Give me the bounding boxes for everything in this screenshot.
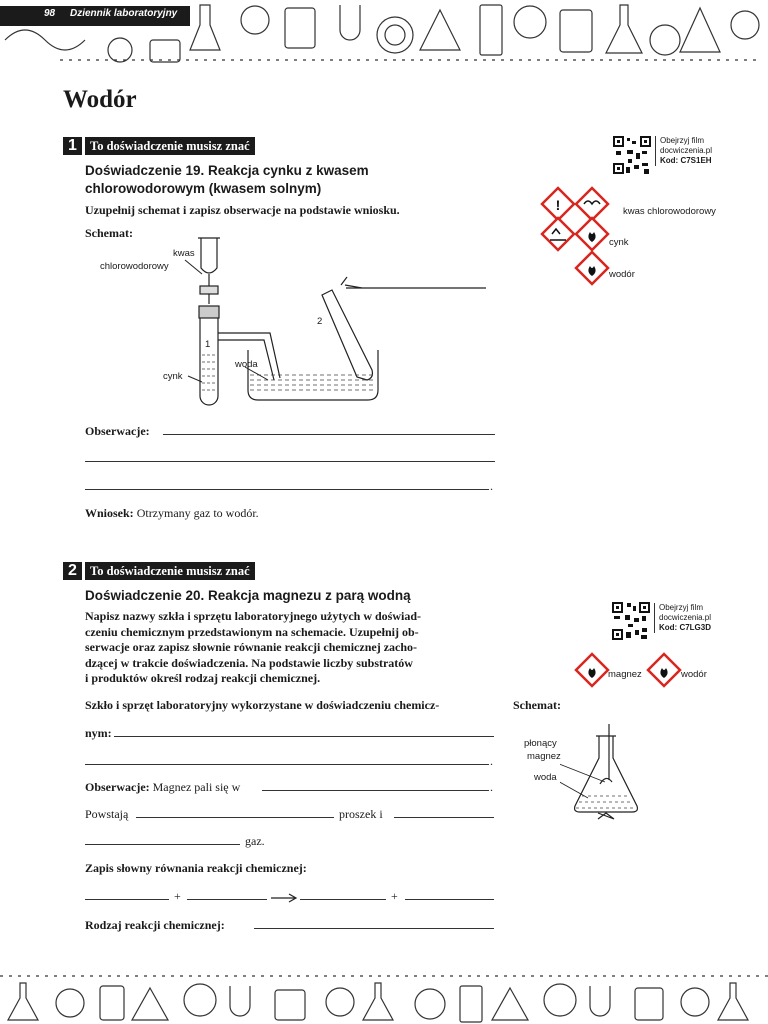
qr1-code: Kod: C7S1EH bbox=[660, 156, 712, 165]
label-water-2: woda bbox=[534, 772, 557, 783]
label-acid-line2: chlorowodorowy bbox=[100, 261, 169, 272]
observation-end-dot-1: . bbox=[490, 479, 493, 493]
equation-plus-1: + bbox=[174, 889, 181, 903]
schema-label-2: Schemat: bbox=[513, 698, 561, 712]
qr2-line2: docwiczenia.pl bbox=[659, 613, 712, 622]
equipment-line-a[interactable] bbox=[114, 736, 494, 737]
instruction-2-line2: czeniu chemicznym przedstawionym na schemacie. Uzupełnij ob- bbox=[85, 624, 419, 639]
page-number: 98 bbox=[44, 8, 56, 19]
label-zinc: cynk bbox=[163, 371, 183, 382]
experiment-title-19-line1: Doświadczenie 19. Reakcja cynku z kwasem bbox=[85, 163, 369, 178]
instruction-2-line5: i produktów określ rodzaj reakcji chemicznej. bbox=[85, 671, 321, 685]
powder-text: proszek i bbox=[339, 807, 383, 821]
qr1-line2: docwiczenia.pl bbox=[660, 146, 713, 155]
equation-product-1[interactable] bbox=[300, 899, 386, 900]
instruction-2-line4: dzącej w trakcie doświadczenia. Na podstawie liczby substratów bbox=[85, 655, 413, 670]
instruction-2-line1: Napisz nazwy szkła i sprzętu laboratoryjnego użytych w doświad- bbox=[85, 609, 421, 623]
reaction-type-line[interactable] bbox=[254, 928, 494, 929]
instruction-1: Uzupełnij schemat i zapisz obserwacje na podstawie wniosku. bbox=[85, 203, 400, 217]
experiment-title-19 bbox=[85, 162, 369, 198]
section-tag-2: To doświadczenie musisz znać bbox=[85, 562, 255, 580]
section-number-1: 1 bbox=[63, 137, 82, 155]
section-tag-1: To doświadczenie musisz znać bbox=[85, 137, 255, 155]
label-burning-line1: płonący bbox=[524, 738, 557, 749]
observation-line-1b[interactable] bbox=[85, 461, 495, 462]
equipment-label-line2: nym: bbox=[85, 726, 112, 740]
hazard-pictograms-1 bbox=[540, 186, 620, 286]
label-acid-line1: kwas bbox=[173, 248, 195, 259]
qr1-line1: Obejrzyj film bbox=[660, 136, 705, 145]
hazard-label-zinc: cynk bbox=[609, 237, 629, 248]
equation-label: Zapis słowny równania reakcji chemicznej: bbox=[85, 861, 307, 875]
observation-line-2a[interactable] bbox=[262, 790, 489, 791]
label-num-2: 2 bbox=[317, 316, 323, 327]
equation-product-2[interactable] bbox=[405, 899, 494, 900]
label-num-1: 1 bbox=[205, 339, 211, 350]
qr-code-1[interactable] bbox=[612, 135, 652, 175]
qr-text-2 bbox=[654, 603, 711, 633]
conclusion-text: Otrzymany gaz to wodór. bbox=[136, 506, 259, 520]
qr-code-2[interactable] bbox=[611, 601, 651, 641]
label-water: woda bbox=[235, 359, 258, 370]
equation-substrate-2[interactable] bbox=[187, 899, 267, 900]
qr2-line1: Obejrzyj film bbox=[659, 603, 704, 612]
qr-text-1 bbox=[655, 136, 712, 166]
instruction-2 bbox=[85, 609, 495, 687]
equipment-label-line1: Szkło i sprzęt laboratoryjny wykorzystane w doświadczeniu chemicz- bbox=[85, 698, 440, 712]
reaction-arrow-icon bbox=[270, 892, 298, 904]
observations-2 bbox=[85, 780, 240, 795]
equipment-line-b[interactable] bbox=[85, 764, 489, 765]
decorative-footer-band bbox=[0, 968, 768, 1024]
diagram-zinc-acid bbox=[150, 230, 500, 410]
label-burning-line2: magnez bbox=[527, 751, 561, 762]
observations-label-2: Obserwacje: bbox=[85, 780, 150, 794]
lab-doodle-pattern-bottom bbox=[0, 968, 768, 1024]
observation-line-1c[interactable] bbox=[85, 489, 489, 490]
hazard-label-hydrogen-2: wodór bbox=[681, 669, 707, 680]
instruction-2-line3: serwacje oraz zapisz słownie równanie reakcji chemicznej zacho- bbox=[85, 640, 418, 654]
equation-plus-2: + bbox=[391, 889, 398, 903]
qr2-code: Kod: C7LG3D bbox=[659, 623, 711, 632]
svg-text:!: ! bbox=[555, 197, 561, 213]
arise-text: Powstają bbox=[85, 807, 129, 821]
reaction-type-label: Rodzaj reakcji chemicznej: bbox=[85, 918, 225, 932]
header-title: Dziennik laboratoryjny bbox=[70, 8, 178, 19]
conclusion-1 bbox=[85, 506, 259, 521]
observations-label-1: Obserwacje: bbox=[85, 424, 150, 438]
gas-text: gaz. bbox=[245, 834, 265, 848]
hazard-label-acid: kwas chlorowodorowy bbox=[623, 206, 716, 217]
equipment-end-dot: . bbox=[490, 754, 493, 768]
page-title: Wodór bbox=[63, 86, 137, 113]
experiment-title-19-line2: chlorowodorowym (kwasem solnym) bbox=[85, 181, 322, 196]
schema-label-1: Schemat: bbox=[85, 226, 133, 240]
observation-end-dot-2: . bbox=[490, 780, 493, 794]
products-line-a[interactable] bbox=[136, 817, 334, 818]
decorative-header-band bbox=[0, 0, 768, 70]
hazard-label-magnesium: magnez bbox=[608, 669, 642, 680]
observation-line-1a[interactable] bbox=[163, 434, 495, 435]
products-line-c[interactable] bbox=[85, 844, 240, 845]
equation-substrate-1[interactable] bbox=[85, 899, 169, 900]
conclusion-label: Wniosek: bbox=[85, 506, 134, 520]
section-number-2: 2 bbox=[63, 562, 82, 580]
observations-text-2: Magnez pali się w bbox=[152, 780, 241, 794]
diagram-magnesium-steam bbox=[560, 718, 650, 828]
experiment-title-20: Doświadczenie 20. Reakcja magnezu z parą wodną bbox=[85, 588, 411, 603]
products-line-b[interactable] bbox=[394, 817, 494, 818]
hazard-label-hydrogen-1: wodór bbox=[609, 269, 635, 280]
